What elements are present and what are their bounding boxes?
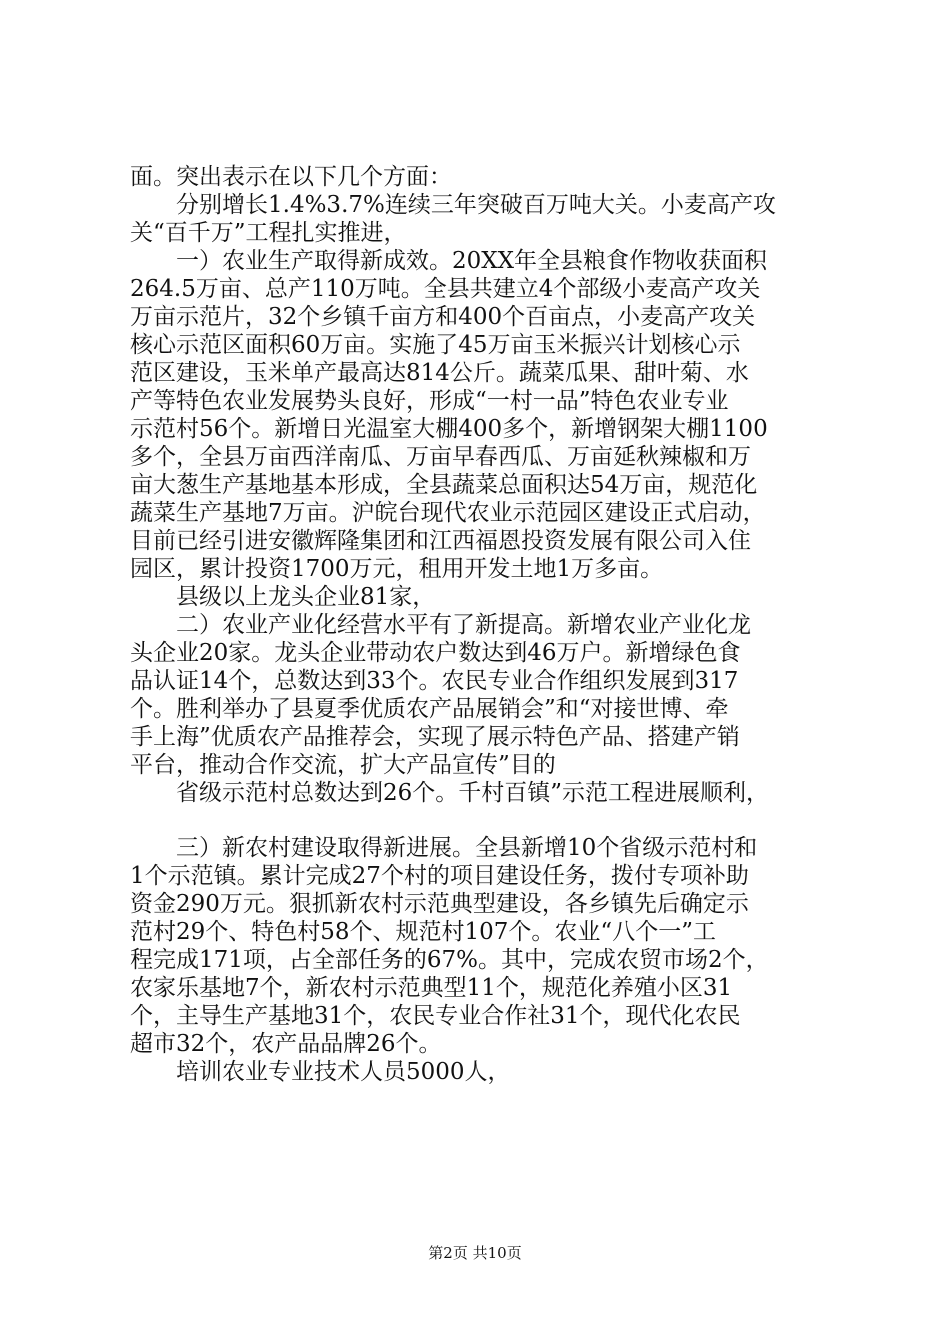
text-line: 产等特色农业发展势头良好，形成“一村一品”特色农业专业: [130, 388, 729, 414]
text-line: 平台，推动合作交流，扩大产品宣传”目的: [130, 752, 556, 778]
text-line: 亩大葱生产基地基本形成，全县蔬菜总面积达54万亩，规范化: [130, 472, 758, 498]
text-line: 三）新农村建设取得新进展。全县新增10个省级示范村和: [130, 835, 758, 861]
text-line: 资金290万元。狠抓新农村示范典型建设，各乡镇先后确定示: [130, 891, 749, 917]
text-line: 一）农业生产取得新成效。20XX年全县粮食作物收获面积: [130, 248, 768, 274]
text-line: 多个，全县万亩西洋南瓜、万亩早春西瓜、万亩延秋辣椒和万: [130, 444, 751, 470]
text-line: 范区建设，玉米单产最高达814公斤。蔬菜瓜果、甜叶菊、水: [130, 360, 749, 386]
text-line: 培训农业专业技术人员5000人，: [130, 1059, 511, 1085]
text-line: 蔬菜生产基地7万亩。沪皖台现代农业示范园区建设正式启动，: [130, 500, 766, 526]
text-line: 头企业20家。龙头企业带动农户数达到46万户。新增绿色食: [130, 640, 741, 666]
text-line: 面。突出表示在以下几个方面：: [130, 164, 452, 190]
text-line: 目前已经引进安徽辉隆集团和江西福恩投资发展有限公司入住: [130, 528, 751, 554]
text-line: 1个示范镇。累计完成27个村的项目建设任务，拨付专项补助: [130, 863, 749, 889]
text-line: 超市32个，农产品品牌26个。: [130, 1031, 442, 1057]
text-line: 264.5万亩、总产110万吨。全县共建立4个部级小麦高产攻关: [130, 276, 761, 302]
text-line: 范村29个、特色村58个、规范村107个。农业“八个一”工: [130, 919, 716, 945]
text-line: 手上海”优质农产品推荐会，实现了展示特色产品、搭建产销: [130, 724, 740, 750]
text-line: 核心示范区面积60万亩。实施了45万亩玉米振兴计划核心示: [130, 332, 741, 358]
text-line: 园区，累计投资1700万元，租用开发土地1万多亩。: [130, 556, 664, 582]
text-line: 个，主导生产基地31个，农民专业合作社31个，现代化农民: [130, 1003, 741, 1029]
text-line: 二）农业产业化经营水平有了新提高。新增农业产业化龙: [130, 612, 751, 638]
text-line: 农家乐基地7个，新农村示范典型11个，规范化养殖小区31: [130, 975, 733, 1001]
text-line: 县级以上龙头企业81家，: [130, 584, 436, 610]
text-line: 省级示范村总数达到26个。千村百镇”示范工程进展顺利，: [130, 780, 770, 806]
text-line: 示范村56个。新增日光温室大棚400多个，新增钢架大棚1100: [130, 416, 768, 442]
page-footer: 第2页 共10页: [428, 1244, 522, 1262]
text-line: 关“百千万”工程扎实推进，: [130, 220, 407, 246]
text-line: 个。胜利举办了县夏季优质农产品展销会”和“对接世博、牵: [130, 696, 729, 722]
text-line: 程完成171项，占全部任务的67%。其中，完成农贸市场2个，: [130, 947, 769, 973]
text-line: 品认证14个，总数达到33个。农民专业合作组织发展到317: [130, 668, 739, 694]
text-line: 万亩示范片，32个乡镇千亩方和400个百亩点，小麦高产攻关: [130, 304, 756, 330]
text-line: 分别增长1.4%3.7%连续三年突破百万吨大关。小麦高产攻: [130, 192, 776, 218]
